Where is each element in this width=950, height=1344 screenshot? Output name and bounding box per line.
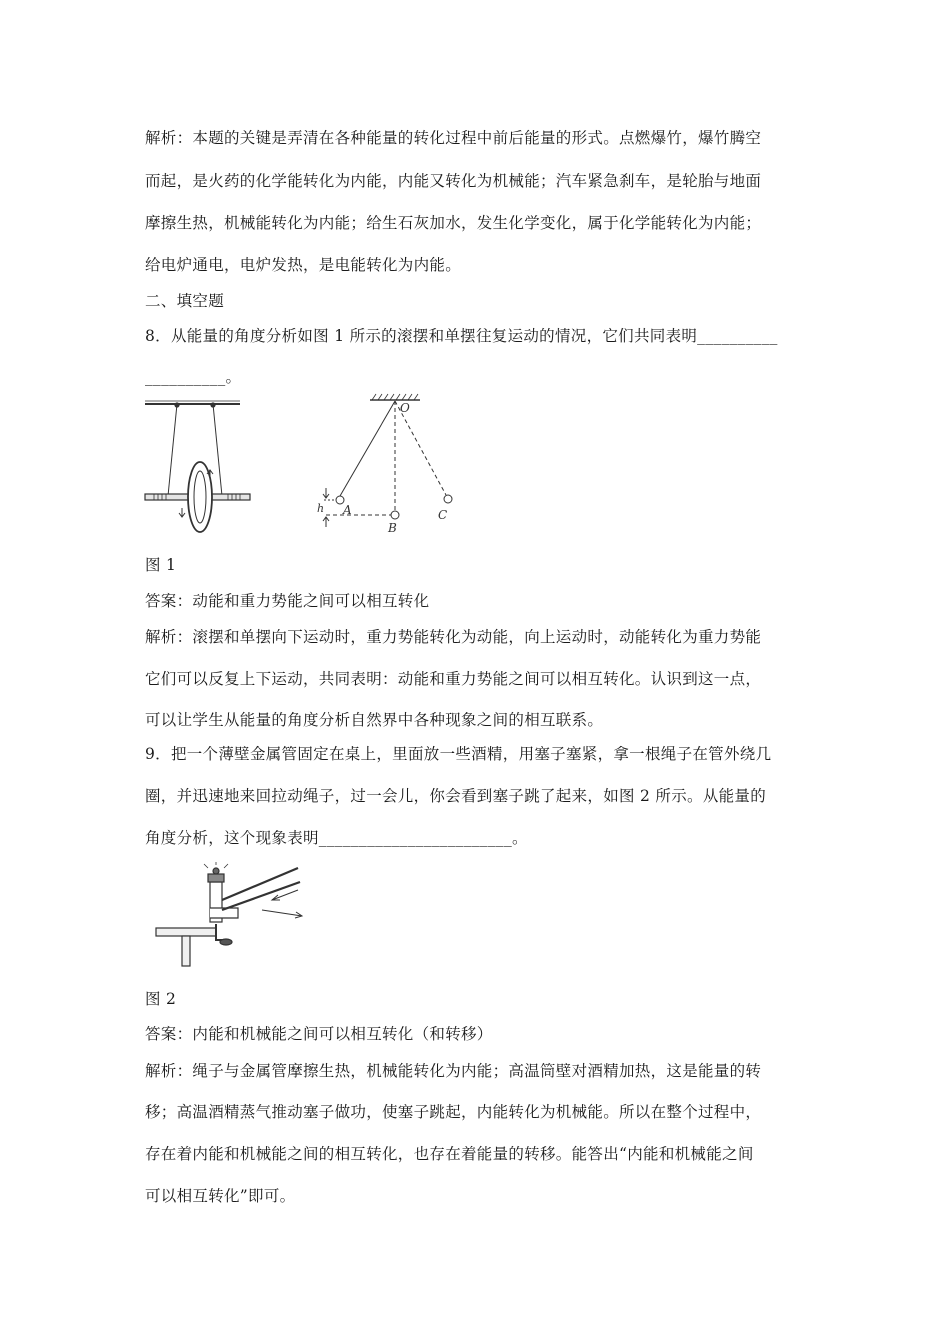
figure-1-caption: 图 1: [145, 556, 177, 574]
figure-1: [140, 390, 448, 540]
label-b: B: [388, 521, 397, 535]
question-8-analysis-line-1: 解析：滚摆和单摆向下运动时，重力势能转化为动能，向上运动时，动能转化为重力势能: [145, 628, 762, 646]
figure-2-drawing: [150, 862, 320, 970]
question-9-analysis-line-2: 移；高温酒精蒸气推动塞子做功，使塞子跳起，内能转化为机械能。所以在整个过程中，: [145, 1103, 762, 1121]
question-8-line-1: 8．从能量的角度分析如图 1 所示的滚摆和单摆往复运动的情况，它们共同表明__________: [145, 327, 778, 345]
analysis-7-line-3: 摩擦生热，机械能转化为内能；给生石灰加水，发生化学变化，属于化学能转化为内能；: [145, 214, 762, 232]
analysis-7-line-2: 而起，是火药的化学能转化为内能，内能又转化为机械能；汽车紧急刹车，是轮胎与地面: [145, 172, 762, 190]
figure-1-drawing: [140, 390, 448, 540]
question-9-answer: 答案：内能和机械能之间可以相互转化（和转移）: [145, 1025, 493, 1043]
question-8-line-2: __________。: [145, 368, 242, 386]
label-a: A: [343, 503, 352, 517]
section-title: 二、填空题: [145, 292, 225, 310]
question-9-line-1: 9．把一个薄壁金属管固定在桌上，里面放一些酒精，用塞子塞紧，拿一根绳子在管外绕几: [145, 745, 772, 763]
analysis-7-line-4: 给电炉通电，电炉发热，是电能转化为内能。: [145, 256, 462, 274]
analysis-7-line-1: 解析：本题的关键是弄清在各种能量的转化过程中前后能量的形式。点燃爆竹，爆竹腾空: [145, 129, 762, 147]
figure-2-caption: 图 2: [145, 990, 177, 1008]
question-9-line-2: 圈，并迅速地来回拉动绳子，过一会儿，你会看到塞子跳了起来，如图 2 所示。从能量的: [145, 787, 767, 805]
label-c: C: [438, 508, 448, 522]
question-8-analysis-line-2: 它们可以反复上下运动，共同表明：动能和重力势能之间可以相互转化。认识到这一点，: [145, 670, 762, 688]
question-9-analysis-line-3: 存在着内能和机械能之间的相互转化，也存在着能量的转移。能答出“内能和机械能之间: [145, 1145, 754, 1163]
question-8-answer: 答案：动能和重力势能之间可以相互转化: [145, 592, 430, 610]
question-9-line-3: 角度分析，这个现象表明________________________。: [145, 829, 528, 847]
roll-pendulum: [145, 401, 250, 532]
figure-2: [150, 862, 320, 970]
question-9-analysis-line-4: 可以相互转化”即可。: [145, 1187, 296, 1205]
label-o: O: [400, 401, 410, 415]
question-9-analysis-line-1: 解析：绳子与金属管摩擦生热，机械能转化为内能；高温筒壁对酒精加热，这是能量的转: [145, 1062, 762, 1080]
question-8-analysis-line-3: 可以让学生从能量的角度分析自然界中各种现象之间的相互联系。: [145, 711, 604, 729]
label-h: h: [317, 502, 325, 515]
